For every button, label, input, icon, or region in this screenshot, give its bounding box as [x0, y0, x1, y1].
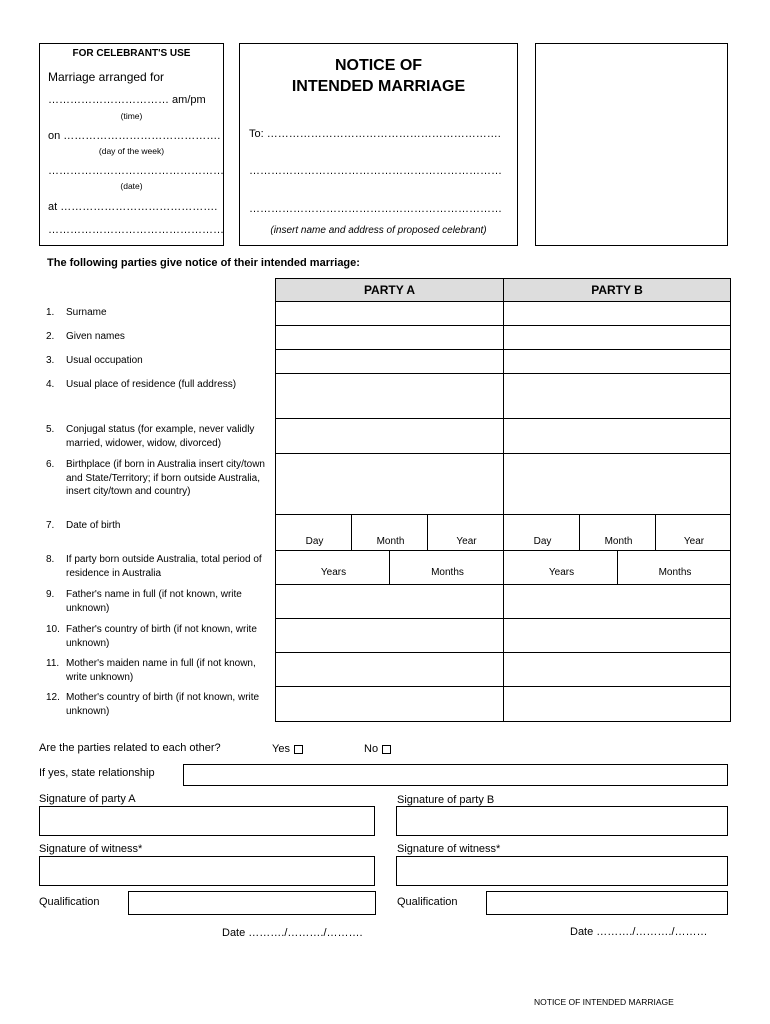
- table-row: [275, 418, 731, 454]
- arranged-for-label: Marriage arranged for: [48, 70, 165, 84]
- celebrant-hint: (insert name and address of proposed celebrant): [270, 225, 487, 236]
- father-name-a-field[interactable]: [275, 584, 504, 619]
- table-row: [275, 584, 731, 619]
- question-text: If party born outside Australia, total period of residence in Australia: [66, 554, 262, 579]
- question-number: 2.: [46, 331, 55, 342]
- question-text: Mother's country of birth (if not known, write unknown): [66, 692, 260, 717]
- celebrant-address-field[interactable]: ……………………………………………………………: [249, 165, 502, 177]
- day-hint: (day of the week): [98, 146, 165, 156]
- surname-b-field[interactable]: [503, 301, 731, 326]
- date-hint: (date): [120, 181, 143, 191]
- qualification-b-label: Qualification: [397, 896, 458, 908]
- mother-country-b-field[interactable]: [503, 686, 731, 722]
- table-header-row: [275, 278, 731, 302]
- question-number: 9.: [46, 589, 55, 600]
- question-text: Surname: [66, 307, 107, 318]
- question-text: Mother's maiden name in full (if not known, write unknown): [66, 658, 256, 683]
- birthplace-a-field[interactable]: [275, 453, 504, 515]
- father-country-a-field[interactable]: [275, 618, 504, 653]
- residence-b-field[interactable]: [503, 373, 731, 419]
- question-text: Given names: [66, 331, 125, 342]
- table-row: [275, 301, 731, 326]
- mother-name-b-field[interactable]: [503, 652, 731, 687]
- party-a-header: PARTY A: [275, 278, 504, 302]
- years-label: Years: [320, 567, 347, 578]
- location-field[interactable]: at …………………………………….: [48, 201, 218, 213]
- question-text: Conjugal status (for example, never validly married, widower, widow, divorced): [66, 424, 255, 449]
- question-text: Birthplace (if born in Australia insert city/town and State/Territory; if born outside Australia, insert city/town and country): [66, 459, 265, 497]
- question-text: Father's name in full (if not known, write unknown): [66, 589, 242, 614]
- day-field[interactable]: on …………………………………….: [48, 130, 221, 142]
- year-label: Year: [683, 536, 705, 547]
- question-text: Date of birth: [66, 520, 121, 531]
- table-row: [275, 514, 731, 551]
- celebrant-name-field[interactable]: To: ……………………………………………………….: [249, 128, 501, 140]
- month-label: Month: [376, 536, 405, 547]
- question-number: 1.: [46, 307, 55, 318]
- form-title-line2: INTENDED MARRIAGE: [291, 78, 466, 95]
- signature-witness-b-label: Signature of witness*: [397, 843, 501, 855]
- yes-label: Yes: [272, 743, 290, 755]
- mother-country-a-field[interactable]: [275, 686, 504, 722]
- table-row: [275, 453, 731, 515]
- question-number: 10.: [46, 624, 60, 635]
- question-number: 5.: [46, 424, 55, 435]
- celebrant-box: [39, 43, 224, 246]
- date-b-field[interactable]: Date ………./………./………: [570, 926, 708, 938]
- given-names-b-field[interactable]: [503, 325, 731, 350]
- conjugal-a-field[interactable]: [275, 418, 504, 454]
- signature-party-a-field[interactable]: [39, 806, 375, 836]
- birthplace-b-field[interactable]: [503, 453, 731, 515]
- celebrant-heading: FOR CELEBRANT'S USE: [72, 48, 191, 59]
- occupation-a-field[interactable]: [275, 349, 504, 374]
- yes-option[interactable]: [272, 743, 303, 755]
- office-use-box: [535, 43, 728, 246]
- dob-b-day[interactable]: [503, 514, 580, 551]
- signature-witness-a-field[interactable]: [39, 856, 375, 886]
- table-row: [275, 652, 731, 687]
- table-row: [275, 550, 731, 585]
- time-hint: (time): [120, 111, 143, 121]
- given-names-a-field[interactable]: [275, 325, 504, 350]
- notice-box: [239, 43, 518, 246]
- question-text: Father's country of birth (if not known, write unknown): [66, 624, 257, 649]
- date-a-field[interactable]: Date ………./………./……….: [222, 927, 363, 939]
- question-number: 8.: [46, 554, 55, 565]
- location-field-2[interactable]: …………………………………………: [48, 224, 224, 236]
- day-label: Day: [305, 536, 324, 547]
- no-label: No: [364, 743, 379, 755]
- father-country-b-field[interactable]: [503, 618, 731, 653]
- question-number: 6.: [46, 459, 55, 470]
- years-label: Years: [548, 567, 575, 578]
- table-row: [275, 686, 731, 722]
- residence-months-a[interactable]: [389, 550, 504, 585]
- relationship-label: If yes, state relationship: [39, 767, 155, 779]
- dob-a-day[interactable]: [275, 514, 352, 551]
- table-row: [275, 349, 731, 374]
- surname-a-field[interactable]: [275, 301, 504, 326]
- months-label: Months: [431, 567, 464, 578]
- month-label: Month: [604, 536, 633, 547]
- qualification-a-field[interactable]: [128, 891, 376, 915]
- conjugal-b-field[interactable]: [503, 418, 731, 454]
- months-label: Months: [658, 567, 692, 578]
- question-text: Usual occupation: [66, 355, 143, 366]
- form-title-line1: NOTICE OF: [334, 57, 423, 74]
- signature-party-b-field[interactable]: [396, 806, 728, 836]
- signature-witness-a-label: Signature of witness*: [39, 843, 143, 855]
- question-number: 3.: [46, 355, 55, 366]
- dob-a-month[interactable]: [351, 514, 428, 551]
- table-row: [275, 618, 731, 653]
- dob-b-month[interactable]: [579, 514, 656, 551]
- question-number: 11.: [46, 658, 60, 669]
- party-b-header: PARTY B: [503, 278, 731, 302]
- yes-checkbox[interactable]: [294, 745, 303, 754]
- table-row: [275, 325, 731, 350]
- no-option[interactable]: [364, 743, 391, 755]
- dob-a-year[interactable]: [427, 514, 504, 551]
- year-label: Year: [456, 536, 477, 547]
- related-question: Are the parties related to each other?: [39, 742, 221, 754]
- qualification-b-field[interactable]: [486, 891, 728, 915]
- signature-party-a-label: Signature of party A: [39, 793, 136, 805]
- mother-name-a-field[interactable]: [275, 652, 504, 687]
- question-number: 12.: [46, 692, 60, 703]
- occupation-b-field[interactable]: [503, 349, 731, 374]
- residence-a-field[interactable]: [275, 373, 504, 419]
- dob-b-year[interactable]: [655, 514, 731, 551]
- residence-years-a[interactable]: [275, 550, 390, 585]
- relationship-field[interactable]: [183, 764, 728, 786]
- signature-party-b-label: Signature of party B: [397, 794, 495, 806]
- question-number: 4.: [46, 379, 55, 390]
- table-row: [275, 373, 731, 419]
- qualification-a-label: Qualification: [39, 896, 100, 908]
- footer-text: NOTICE OF INTENDED MARRIAGE: [534, 997, 674, 1007]
- signature-witness-b-field[interactable]: [396, 856, 728, 886]
- question-number: 7.: [46, 520, 55, 531]
- date-field[interactable]: …………………………………………: [48, 165, 224, 177]
- time-field[interactable]: …………………………… am/pm: [48, 94, 206, 106]
- celebrant-address-field-2[interactable]: ……………………………………………………………: [249, 203, 502, 215]
- residence-years-b[interactable]: [503, 550, 618, 585]
- father-name-b-field[interactable]: [503, 584, 731, 619]
- question-text: Usual place of residence (full address): [66, 379, 237, 390]
- intro-text: The following parties give notice of their intended marriage:: [47, 257, 360, 269]
- residence-months-b[interactable]: [617, 550, 731, 585]
- no-checkbox[interactable]: [382, 745, 391, 754]
- day-label: Day: [533, 536, 552, 547]
